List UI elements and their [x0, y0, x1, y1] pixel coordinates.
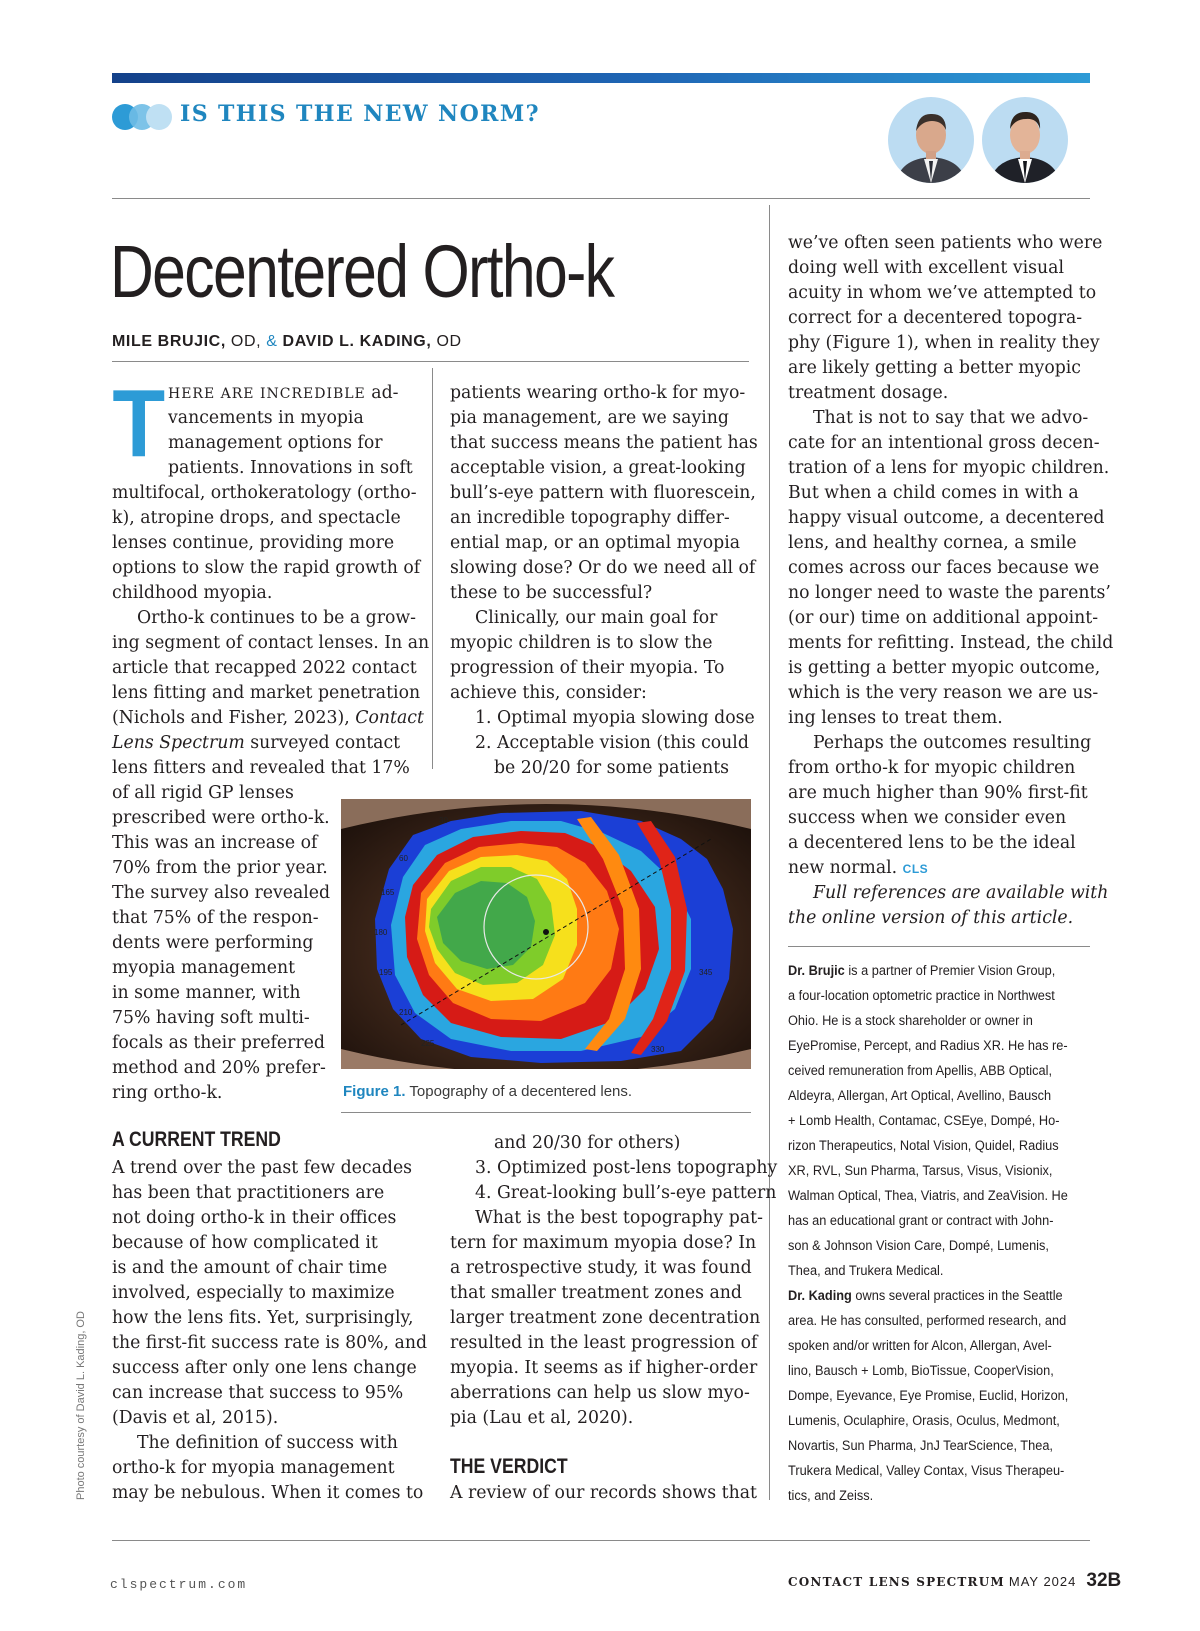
text-line: success when we consider even [788, 808, 1067, 828]
bio-line: Dr. Brujic is a partner of Premier Vision Group, [788, 963, 1056, 979]
bio-line: Ohio. He is a stock shareholder or owner in [788, 1013, 1033, 1029]
svg-text:195: 195 [379, 968, 393, 977]
list-item: 3. Optimized post-lens topography [475, 1158, 778, 1178]
text-line: is and the amount of chair time [112, 1258, 388, 1278]
text-line: acceptable vision, a great-looking [450, 458, 746, 478]
text-line: is getting a better myopic outcome, [788, 658, 1101, 678]
text-line: an incredible topography differ- [450, 508, 730, 528]
text-line: myopia. It seems as if higher-order [450, 1358, 758, 1378]
text-line: 75% having soft multi- [112, 1008, 310, 1028]
text-line: myopic children is to slow the [450, 633, 713, 653]
column-rule-2 [769, 205, 770, 1500]
bio-line: Trukera Medical, Valley Contax, Visus Therapeu- [788, 1463, 1065, 1479]
bio-line: + Lomb Health, Contamac, CSEye, Dompé, Ho- [788, 1113, 1060, 1129]
text-line: Perhaps the outcomes resulting [813, 733, 1092, 753]
text-line: because of how complicated it [112, 1233, 378, 1253]
text-line: patients. Innovations in soft [168, 458, 413, 478]
text-line: treatment dosage. [788, 383, 949, 403]
text-line: ing lenses to treat them. [788, 708, 1003, 728]
text-line: A trend over the past few decades [112, 1158, 413, 1178]
text-line: a retrospective study, it was found [450, 1258, 752, 1278]
bio-line: ceived remuneration from Apellis, ABB Optical, [788, 1063, 1053, 1079]
bio-line: Thea, and Trukera Medical. [788, 1263, 944, 1279]
text-line: ring ortho-k. [112, 1083, 223, 1103]
text-line: tern for maximum myopia dose? In [450, 1233, 757, 1253]
text-line: ential map, or an optimal myopia [450, 533, 741, 553]
svg-text:345: 345 [699, 968, 713, 977]
bio-line: son & Johnson Vision Care, Dompé, Lumenis, [788, 1238, 1049, 1254]
text-line: A review of our records shows that [450, 1483, 757, 1503]
text-line: larger treatment zone decentration [450, 1308, 761, 1328]
figure-caption: Figure 1. Topography of a decentered lens. [343, 1083, 633, 1100]
text-line: happy visual outcome, a decentered [788, 508, 1105, 528]
references-note: Full references are available with [813, 883, 1109, 903]
text-line: success after only one lens change [112, 1358, 417, 1378]
footer-issue: MAY 2024 [1008, 1574, 1077, 1589]
bio-line: a four-location optometric practice in Northwest [788, 988, 1055, 1004]
text-line: What is the best topography pat- [475, 1208, 763, 1228]
bio-line: Walman Optical, Thea, Viatris, and ZeaVision. He [788, 1188, 1068, 1204]
text-line: ing segment of contact lenses. In an [112, 633, 430, 653]
text-line: no longer need to waste the parents’ [788, 583, 1111, 603]
text-line: are much higher than 90% first-fit [788, 783, 1088, 803]
text-line: from ortho-k for myopic children [788, 758, 1076, 778]
svg-text:60: 60 [399, 854, 408, 863]
text-line: we’ve often seen patients who were [788, 233, 1103, 253]
text-line: pia (Lau et al, 2020). [450, 1408, 634, 1428]
photo-credit: Photo courtesy of David L. Kading, OD [75, 1311, 87, 1500]
text-line: Ortho-k continues to be a grow- [137, 608, 417, 628]
text-line: myopia management [112, 958, 296, 978]
text-line: correct for a decentered topogra- [788, 308, 1083, 328]
text-line: method and 20% prefer- [112, 1058, 326, 1078]
svg-text:210: 210 [399, 1008, 413, 1017]
text-line: new normal. CLS [788, 858, 929, 878]
footer-rule [112, 1540, 1090, 1541]
text-line: prescribed were ortho-k. [112, 808, 330, 828]
svg-text:165: 165 [381, 888, 395, 897]
text-line: patients wearing ortho-k for myo- [450, 383, 746, 403]
subhead-verdict: THE VERDICT [450, 1455, 568, 1478]
figure-topography-image [341, 799, 751, 1069]
bio-line: EyePromise, Percept, and Radius XR. He has re- [788, 1038, 1068, 1054]
drop-cap: T [112, 370, 166, 477]
text-line: lenses continue, providing more [112, 533, 395, 553]
page-number: 32B [1086, 1570, 1122, 1591]
figure-rule [341, 1112, 751, 1113]
text-line: has been that practitioners are [112, 1183, 385, 1203]
footer-publication [788, 1570, 1121, 1592]
text-line: how the lens fits. Yet, surprisingly, [112, 1308, 414, 1328]
text-line: childhood myopia. [112, 583, 273, 603]
text-line: Lens Spectrum surveyed contact [112, 733, 401, 753]
bio-line: Aldeyra, Allergan, Art Optical, Avellino, Bausch [788, 1088, 1052, 1104]
column-rule-1 [432, 368, 433, 769]
bio-line: Lumenis, Oculaphire, Orasis, Oculus, Medmont, [788, 1413, 1060, 1429]
text-line: This was an increase of [112, 833, 318, 853]
text-line: not doing ortho-k in their offices [112, 1208, 397, 1228]
text-line: (Davis et al, 2015). [112, 1408, 279, 1428]
department-dots-icon [112, 104, 174, 130]
footer-website: clspectrum.com [110, 1577, 248, 1592]
department-label: IS THIS THE NEW NORM? [180, 101, 540, 127]
author-photo-brujic [888, 97, 974, 183]
text-line: involved, especially to maximize [112, 1283, 395, 1303]
text-line: aberrations can help us slow myo- [450, 1383, 750, 1403]
svg-text:225: 225 [421, 1039, 435, 1048]
text-line: bull’s-eye pattern with fluorescein, [450, 483, 756, 503]
text-line: cate for an intentional gross decen- [788, 433, 1100, 453]
text-line: The survey also revealed [112, 883, 331, 903]
text-line: (or our) time on additional appoint- [788, 608, 1099, 628]
article-title: Decentered Ortho-k [110, 230, 614, 313]
text-line: be 20/20 for some patients [494, 758, 730, 778]
byline-rule [112, 361, 749, 362]
text-line: But when a child comes in with a [788, 483, 1079, 503]
text-line: comes across our faces because we [788, 558, 1100, 578]
bio-line: Novartis, Sun Pharma, JnJ TearScience, Thea, [788, 1438, 1053, 1454]
bio-line: spoken and/or written for Alcon, Allergan, Avel- [788, 1338, 1052, 1354]
text-line: that 75% of the respon- [112, 908, 319, 928]
text-line: dents were performing [112, 933, 314, 953]
text-line: lens fitting and market penetration [112, 683, 421, 703]
svg-text:30: 30 [439, 816, 448, 825]
text-line: article that recapped 2022 contact [112, 658, 417, 678]
author-photo-kading [982, 97, 1068, 183]
text-line: lens fitters and revealed that 17% [112, 758, 410, 778]
text-line: which is the very reason we are us- [788, 683, 1099, 703]
text-line: these to be successful? [450, 583, 653, 603]
text-line: Clinically, our main goal for [475, 608, 718, 628]
text-line: focals as their preferred [112, 1033, 325, 1053]
text-line: The definition of success with [137, 1433, 398, 1453]
bio-line: tics, and Zeiss. [788, 1488, 874, 1504]
text-line: may be nebulous. When it comes to [112, 1483, 424, 1503]
text-line: in some manner, with [112, 983, 301, 1003]
text-line: acuity in whom we’ve attempted to [788, 283, 1097, 303]
bio-line: Dr. Kading owns several practices in the Seattle [788, 1288, 1063, 1304]
text-line: HERE ARE INCREDIBLE ad- [168, 383, 399, 403]
footer-magazine-name: CONTACT LENS SPECTRUM [788, 1575, 1005, 1589]
bio-line: has an educational grant or contract with John- [788, 1213, 1054, 1229]
text-line: That is not to say that we advo- [813, 408, 1089, 428]
text-line: vancements in myopia [168, 408, 364, 428]
text-line: k), atropine drops, and spectacle [112, 508, 401, 528]
byline: MILE BRUJIC, OD, & DAVID L. KADING, OD [112, 333, 462, 350]
text-line: ments for refitting. Instead, the child [788, 633, 1114, 653]
svg-text:330: 330 [651, 1045, 665, 1054]
header-rule [112, 198, 1090, 199]
text-line: multifocal, orthokeratology (ortho- [112, 483, 417, 503]
text-line: options to slow the rapid growth of [112, 558, 421, 578]
text-line: (Nichols and Fisher, 2023), Contact [112, 708, 424, 728]
subhead-current-trend: A CURRENT TREND [112, 1128, 281, 1151]
text-line: management options for [168, 433, 383, 453]
text-line: progression of their myopia. To [450, 658, 725, 678]
text-line: that smaller treatment zones and [450, 1283, 742, 1303]
text-line: can increase that success to 95% [112, 1383, 404, 1403]
bio-line: XR, RVL, Sun Pharma, Tarsus, Visus, Visionix, [788, 1163, 1053, 1179]
text-line: ortho-k for myopia management [112, 1458, 395, 1478]
svg-text:180: 180 [374, 928, 388, 937]
bio-line: Dompe, Eyevance, Eye Promise, Euclid, Horizon, [788, 1388, 1069, 1404]
list-item: 1. Optimal myopia slowing dose [475, 708, 755, 728]
text-line: phy (Figure 1), when in reality they [788, 333, 1100, 353]
list-item: 2. Acceptable vision (this could [475, 733, 749, 753]
text-line: of all rigid GP lenses [112, 783, 294, 803]
text-line: tration of a lens for myopic children. [788, 458, 1110, 478]
bio-line: lino, Bausch + Lomb, BioTissue, CooperVision, [788, 1363, 1054, 1379]
cls-end-mark: CLS [902, 862, 929, 876]
text-line: achieve this, consider: [450, 683, 647, 703]
text-line: that success means the patient has [450, 433, 758, 453]
text-line: slowing dose? Or do we need all of [450, 558, 756, 578]
text-line: lens, and healthy cornea, a smile [788, 533, 1077, 553]
bio-line: rizon Therapeutics, Notal Vision, Quidel, Radius [788, 1138, 1059, 1154]
list-item: 4. Great-looking bull’s-eye pattern [475, 1183, 777, 1203]
text-line: doing well with excellent visual [788, 258, 1064, 278]
text-line: pia management, are we saying [450, 408, 729, 428]
bio-line: area. He has consulted, performed research, and [788, 1313, 1067, 1329]
text-line: and 20/30 for others) [494, 1133, 681, 1153]
text-line: the first-fit success rate is 80%, and [112, 1333, 428, 1353]
text-line: resulted in the least progression of [450, 1333, 758, 1353]
text-line: a decentered lens to be the ideal [788, 833, 1076, 853]
header-color-bar [112, 73, 1090, 83]
bio-rule [788, 946, 1090, 947]
text-line: 70% from the prior year. [112, 858, 328, 878]
text-line: are likely getting a better myopic [788, 358, 1081, 378]
references-note: the online version of this article. [788, 908, 1074, 928]
